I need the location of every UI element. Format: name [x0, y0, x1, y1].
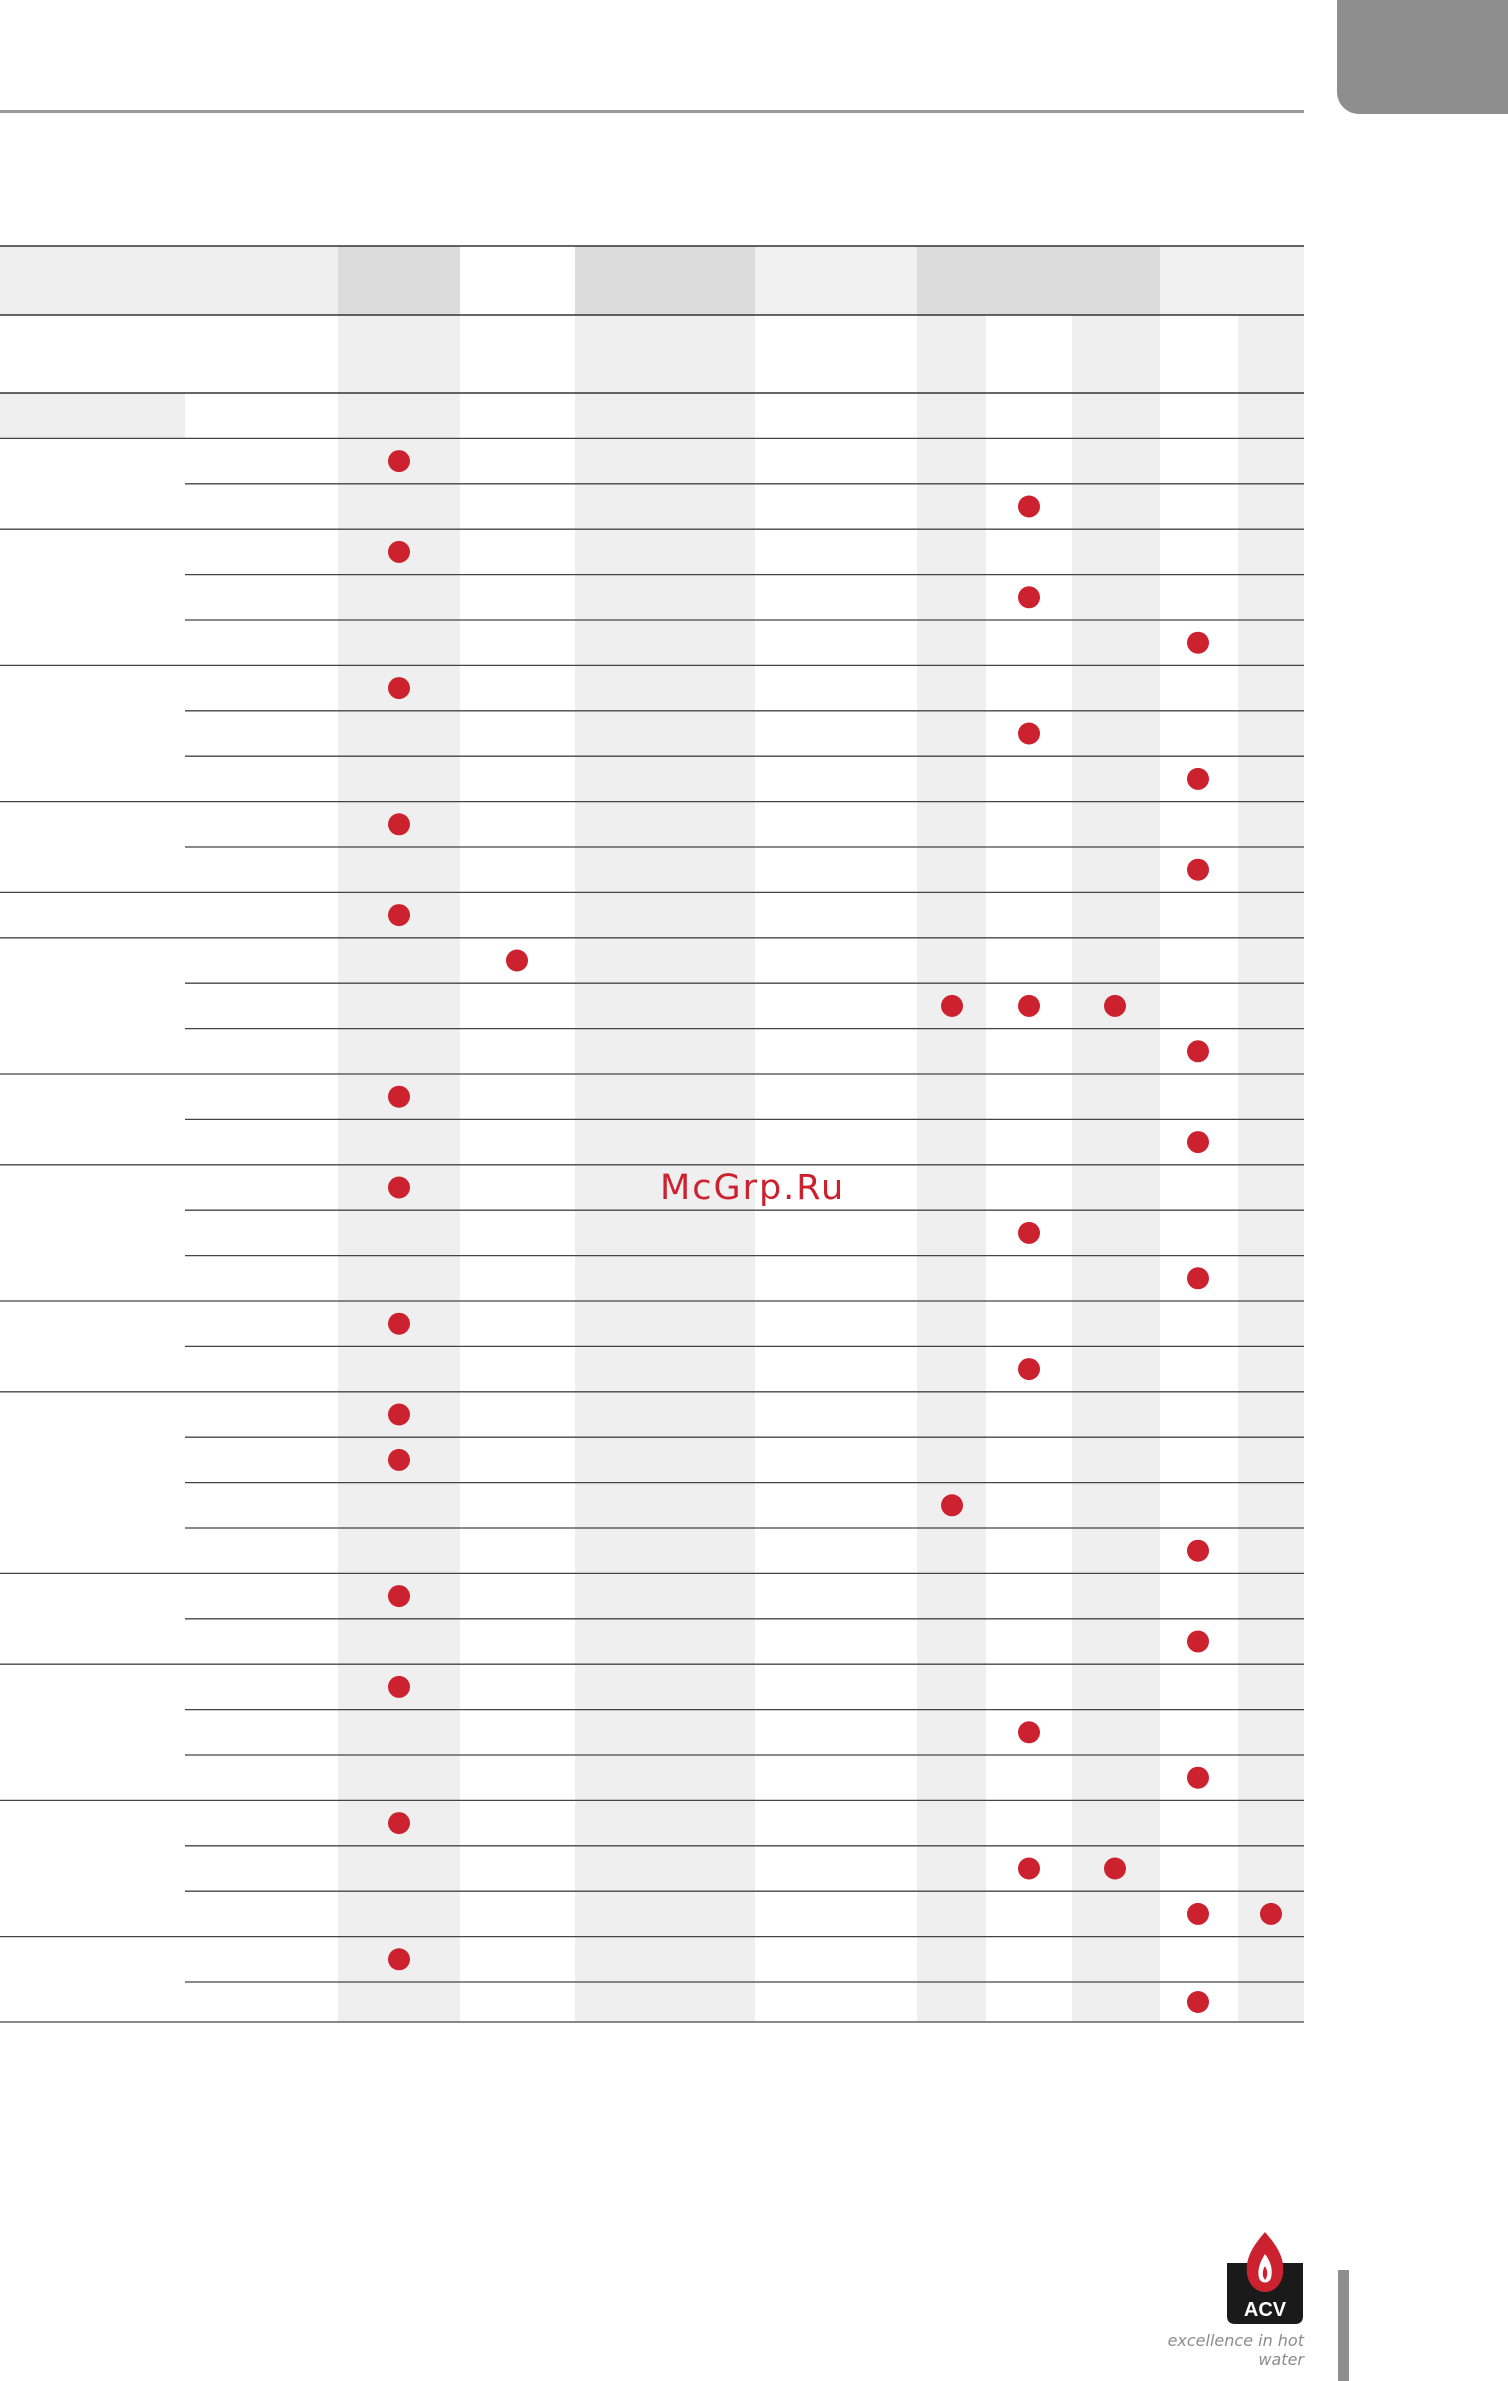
table-mark-dot — [1018, 1721, 1040, 1743]
header-band-a — [338, 246, 460, 315]
table-mark-dot — [388, 904, 410, 926]
header-gap-a — [460, 246, 575, 315]
header-band-b — [575, 246, 755, 315]
table-mark-dot — [1187, 632, 1209, 654]
table-mark-dot — [388, 1585, 410, 1607]
chapter-tab — [1337, 0, 1508, 114]
table-mark-dot — [1187, 1131, 1209, 1153]
table-mark-dot — [1260, 1903, 1282, 1925]
table-mark-dot — [1018, 496, 1040, 518]
table-mark-dot — [506, 950, 528, 972]
table-mark-dot — [1187, 1540, 1209, 1562]
table-mark-dot — [388, 450, 410, 472]
table-mark-dot — [1187, 1040, 1209, 1062]
table-mark-dot — [1018, 1222, 1040, 1244]
table-mark-dot — [1187, 1991, 1209, 2013]
table-mark-dot — [941, 1494, 963, 1516]
header-gap-b — [755, 246, 917, 315]
table-mark-dot — [388, 1812, 410, 1834]
table-mark-dot — [1018, 723, 1040, 745]
table-mark-dot — [388, 1086, 410, 1108]
watermark: McGrp.Ru — [660, 1168, 846, 1208]
table-mark-dot — [388, 1313, 410, 1335]
table-mark-dot — [388, 541, 410, 563]
svg-text:ACV: ACV — [1243, 2299, 1287, 2321]
table-mark-dot — [1104, 995, 1126, 1017]
table-mark-dot — [1187, 1903, 1209, 1925]
table-mark-dot — [388, 1404, 410, 1426]
table-mark-dot — [388, 813, 410, 835]
table-mark-dot — [1018, 586, 1040, 608]
table-mark-dot — [1187, 1267, 1209, 1289]
table-mark-dot — [388, 1177, 410, 1199]
table-mark-dot — [1104, 1858, 1126, 1880]
table-mark-dot — [1187, 1767, 1209, 1789]
table-mark-dot — [1187, 859, 1209, 881]
table-mark-dot — [1018, 995, 1040, 1017]
slogan: excellence in hot water — [1167, 2331, 1304, 2369]
row-label-shade — [0, 393, 185, 438]
table-mark-dot — [388, 677, 410, 699]
table-mark-dot — [941, 995, 963, 1017]
table-mark-dot — [1187, 768, 1209, 790]
table-mark-dot — [1018, 1858, 1040, 1880]
table-mark-dot — [388, 1948, 410, 1970]
header-band-c — [917, 246, 1160, 315]
header-label-band — [0, 246, 338, 315]
flame-icon — [1225, 2228, 1305, 2328]
table-mark-dot — [388, 1676, 410, 1698]
header-gap-c — [1160, 246, 1304, 315]
page-side-bar — [1338, 2270, 1349, 2381]
table-mark-dot — [1018, 1358, 1040, 1380]
table-mark-dot — [388, 1449, 410, 1471]
table-mark-dot — [1187, 1631, 1209, 1653]
acv-logo — [1225, 2228, 1305, 2328]
